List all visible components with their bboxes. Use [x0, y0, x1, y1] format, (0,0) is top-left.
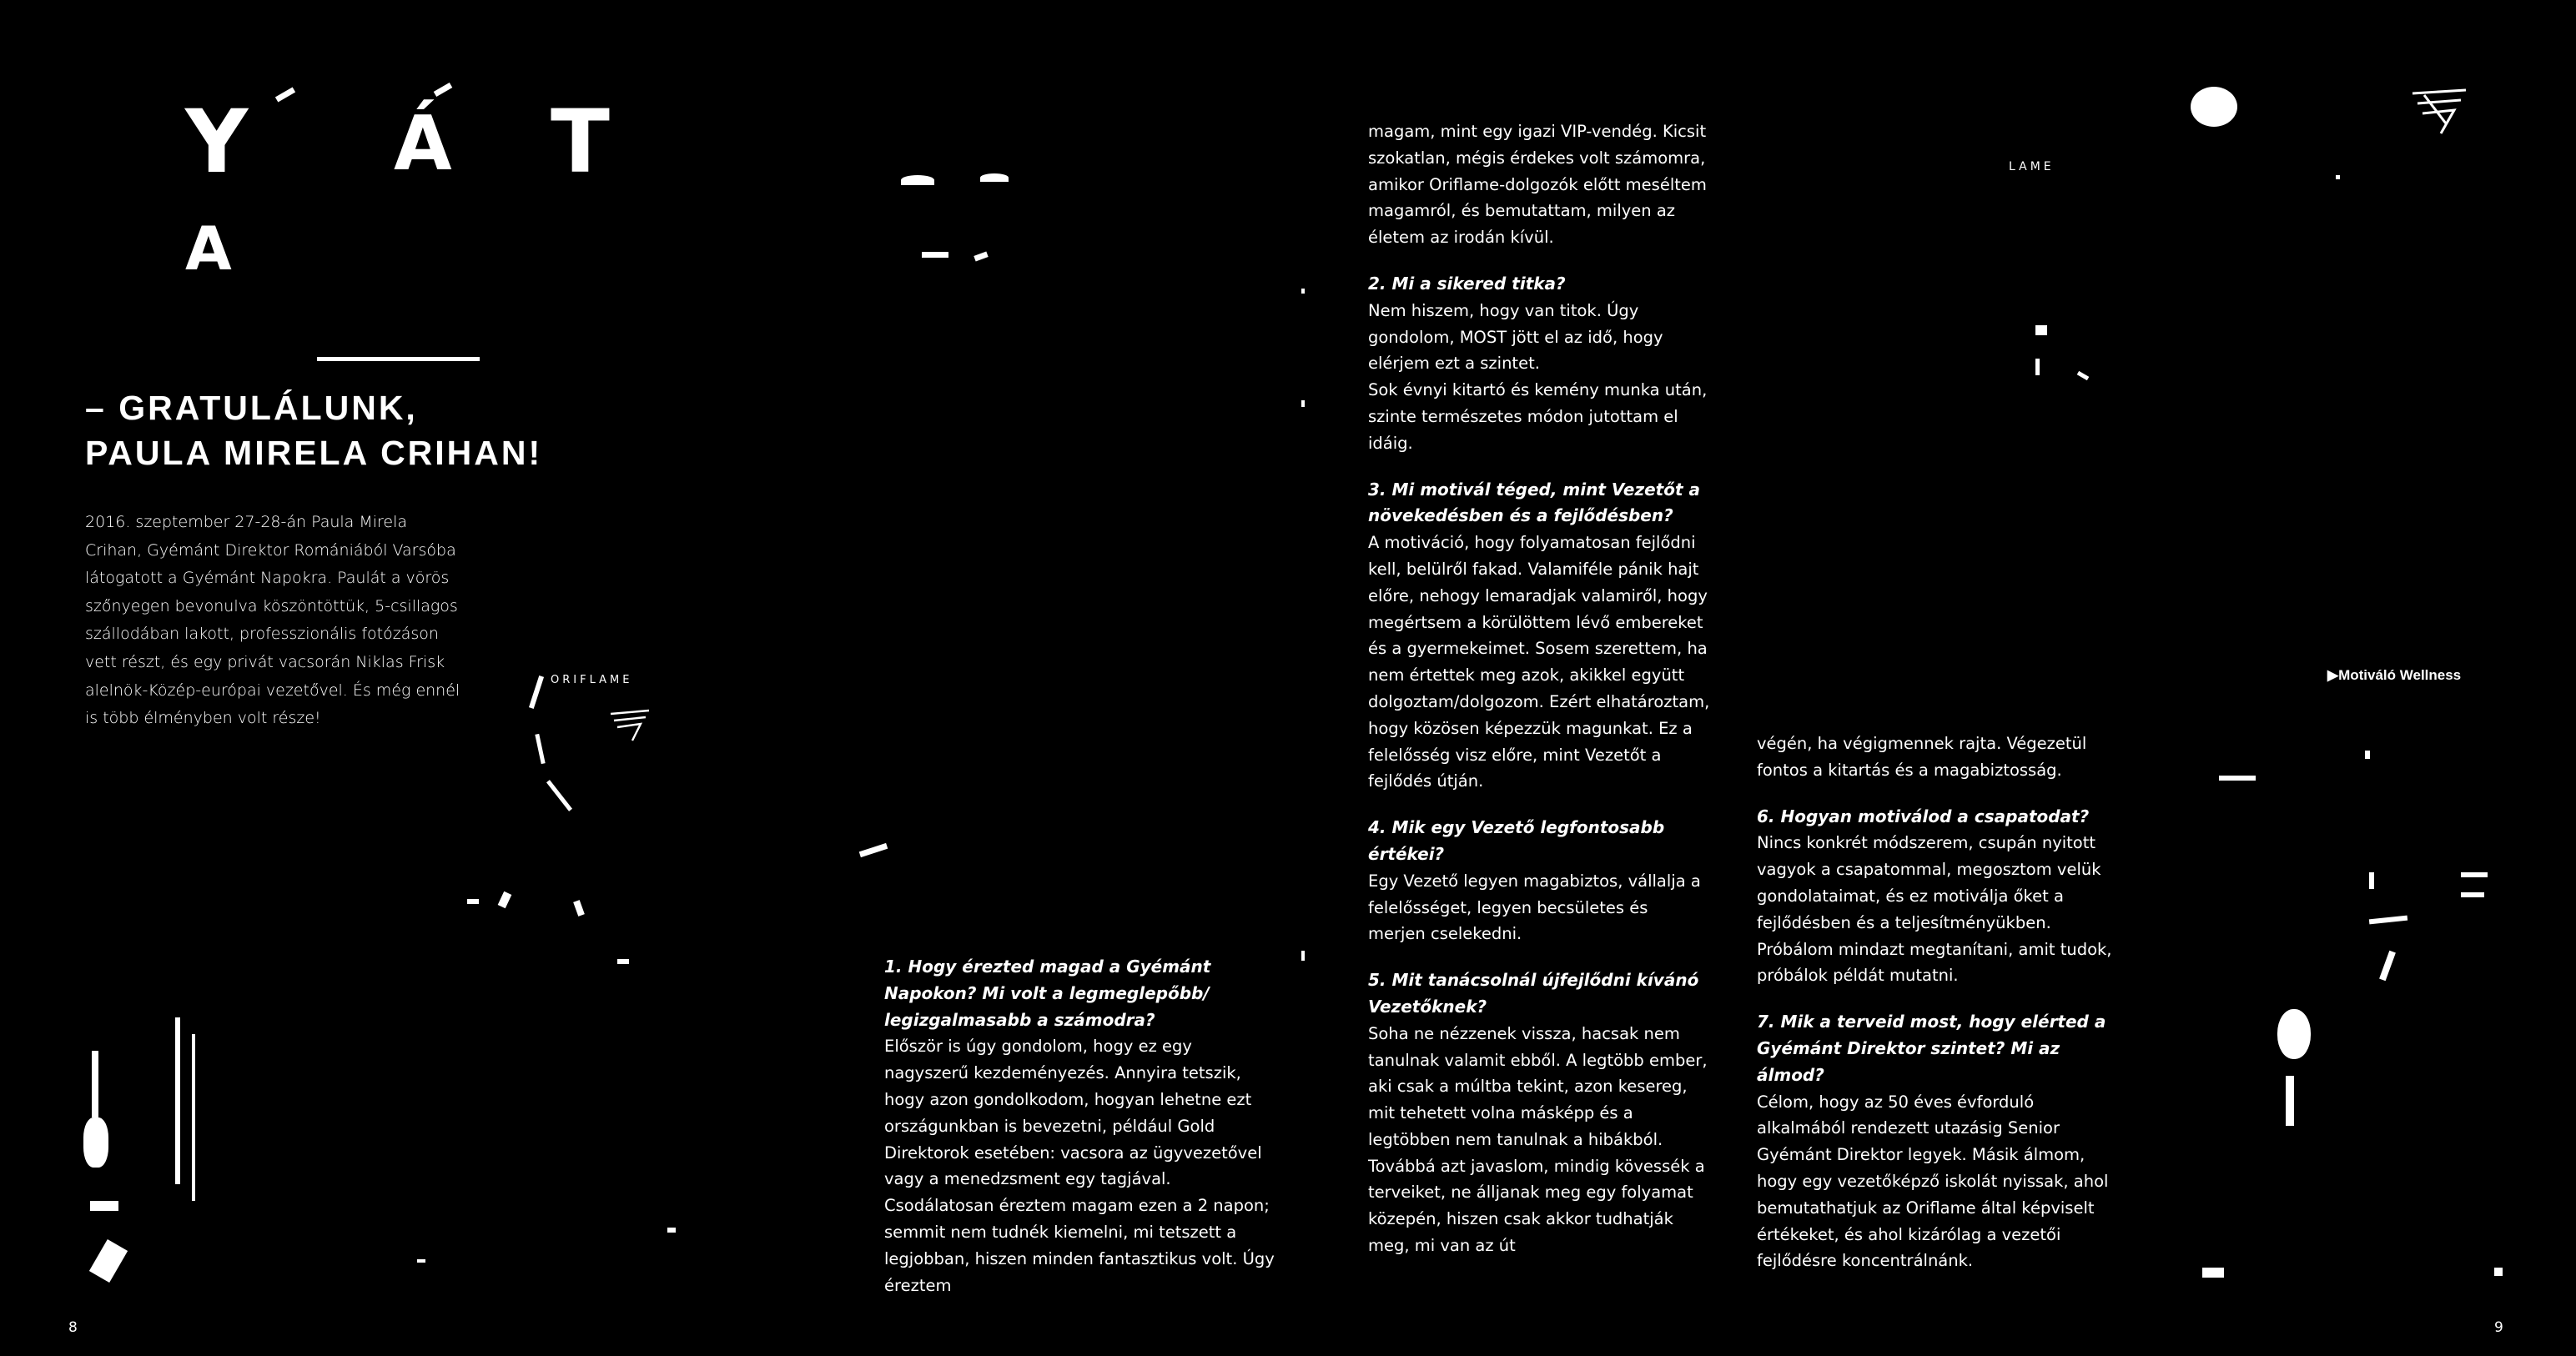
photo-fragment — [617, 959, 629, 964]
title-accent-1 — [275, 87, 295, 102]
page-number-right: 9 — [2494, 1319, 2503, 1336]
question-5: 5. Mit tanácsolnál újfejlődni kívánó Vezetőknek? — [1368, 970, 1699, 1017]
photo-fragment — [92, 1051, 98, 1117]
photo-fragment — [2219, 776, 2256, 781]
question-2: 2. Mi a sikered titka? — [1368, 273, 1566, 294]
side-label — [2327, 667, 2461, 684]
photo-fragment — [2461, 892, 2484, 897]
answer-2-part-1: Nem hiszem, hogy van titok. Úgy gondolom, MOST jött el az idő, hogy elérjem ezt a szintet. — [1368, 300, 1663, 374]
column-1 — [884, 954, 1276, 1298]
photo-fragment — [529, 675, 544, 709]
photo-fragment — [2379, 951, 2396, 982]
photo-fragment — [901, 175, 934, 185]
photo-fragment — [2461, 872, 2488, 877]
answer-1: Először is úgy gondolom, hogy ez egy nagyszerű kezdeményezés. Annyira tetszik, hogy azon gondolkodom, hogyan lehetne ezt országunkban is bevezetni, például Gold Direktorok esetében: vacsora az ügyvezetővel vagy a menedzsment egy tagjával. Csodálatosan éreztem magam ezen a 2 napon; semmit nem tudnék kiemelni, mi tetszett a legjobban, hiszen minden fantasztikus volt. Úgy éreztem — [884, 1037, 1275, 1295]
photo-fragment — [974, 251, 988, 261]
intro-paragraph: 2016. szeptember 27-28-án Paula Mirela Crihan, Gyémánt Direktor Romániából Varsóba látogatott a Gyémánt Napokra. Paulát a vörös szőnyegen bevonulva köszöntöttük, 5-csillagos szállodában lakott, professzionális fotózáson vett részt, és egy privát vacsorán Niklas Frisk alelnök-Közép-európai vezetővel. És még ennél is több élményben volt része! — [85, 513, 460, 728]
photo-fragment — [467, 899, 479, 904]
photo-fragment — [89, 1239, 128, 1283]
photo-fragment — [2202, 1268, 2224, 1278]
photo-fragment — [498, 891, 512, 909]
title-letter-y: Y — [185, 91, 249, 193]
column-3 — [1757, 731, 2124, 1274]
photo-fragment — [2336, 175, 2340, 179]
answer-4: Egy Vezető legyen magabiztos, vállalja a felelősséget, legyen becsületes és merjen cselekedni. — [1368, 871, 1701, 944]
logo-mark-right — [2407, 85, 2474, 138]
photo-fragment — [83, 1117, 108, 1168]
headline-line-2: PAULA MIRELA CRIHAN! — [85, 434, 543, 472]
answer-7: Célom, hogy az 50 éves évforduló alkalmából rendezett utazásig Senior Gyémánt Direktor legyek. Másik álmom, hogy egy vezetőképző iskolát nyissak, ahol bemutathatjuk az Oriflame által képviselt értékeket, és ahol kizárólag a vezetői fejlődésre koncentrálnánk. — [1757, 1092, 2109, 1271]
photo-fragment — [2286, 1076, 2294, 1126]
page-number-left: 8 — [68, 1319, 78, 1336]
side-label-text: Motiváló Wellness — [2338, 667, 2462, 683]
photo-fragment — [90, 1201, 118, 1211]
answer-2-part-2: Sok évnyi kitartó és kemény munka után, szinte természetes módon jutottam el idáig. — [1368, 380, 1708, 453]
question-4: 4. Mik egy Vezető legfontosabb értékei? — [1368, 817, 1665, 864]
answer-5: Soha ne nézzenek vissza, hacsak nem tanulnak valamit ebből. A legtöbb ember, aki csak a múltba tekint, azon kesereg, mit tehetett volna másképp és a legtöbben nem tanulnak a hibákból. Továbbá azt javaslom, mindig kövessék a terveiket, ne álljanak meg egy folyamat közepén, hiszen csak akkor tudhatják meg, mi van az út — [1368, 1023, 1708, 1256]
photo-fragment — [1301, 400, 1305, 407]
photo-fragment — [2365, 751, 2370, 759]
answer-3: A motiváció, hogy folyamatosan fejlődni kell, belülről fakad. Valamiféle pánik hajt előre, nehogy lemaradjak valamiről, hogy megértsem a körülöttem lévő embereket és a gyermekeimet. Sosem szerettem, ha nem értettek meg azok, akikkel együtt dolgoztam/dolgozom. Ezért elhatároztam, hogy közösen képezzük magunkat. Ez a felelősség visz előre, mint Vezetőt a fejlődés útján. — [1368, 533, 1710, 791]
question-7: 7. Mik a terveid most, hogy elérted a Gyémánt Direktor szintet? Mi az álmod? — [1757, 1012, 2106, 1085]
answer-5-continued: végén, ha végigmennek rajta. Végezetül fontos a kitartás és a magabiztosság. — [1757, 734, 2087, 780]
question-1: 1. Hogy érezted magad a Gyémánt Napokon? Mi volt a legmeglepőbb/ legizgalmasabb a számodra? — [884, 957, 1211, 1030]
photo-fragment — [2035, 359, 2040, 375]
question-6: 6. Hogyan motiválod a csapatodat? — [1757, 806, 2090, 826]
title-letter-a: A — [185, 213, 232, 284]
photo-fragment — [667, 1228, 676, 1233]
photo-fragment — [2494, 1268, 2503, 1276]
photo-fragment — [2277, 1009, 2311, 1059]
photo-fragment — [2191, 87, 2237, 127]
photo-fragment — [980, 173, 1009, 182]
photo-fragment — [535, 734, 545, 764]
question-3: 3. Mi motivál téged, mint Vezetőt a növekedésben és a fejlődésben? — [1368, 479, 1700, 526]
photo-fragment — [2369, 916, 2407, 925]
photo-fragment — [573, 900, 585, 917]
photo-fragment — [2077, 371, 2090, 380]
title-letter-t: T — [551, 91, 610, 193]
photo-fragment — [192, 1034, 195, 1201]
photo-fragment — [546, 780, 572, 811]
photo-fragment — [922, 252, 948, 258]
photo-fragment — [1301, 289, 1305, 294]
photo-fragment — [417, 1259, 425, 1263]
answer-6: Nincs konkrét módszerem, csupán nyitott vagyok a csapatommal, megosztom velük gondolataimat, és ez motiválja őket a fejlődésben és a teljesítményükben. Próbálom mindazt megtanítani, amit tudok, próbálok példát mutatni. — [1757, 833, 2112, 986]
answer-1-continued: magam, mint egy igazi VIP-vendég. Kicsit szokatlan, mégis érdekes volt számomra, amikor Oriflame-dolgozók előtt meséltem magamról, és bemutattam, milyen az életem az irodán kívül. — [1368, 122, 1707, 248]
brand-small-left: ORIFLAME — [551, 674, 633, 686]
logo-mark-left — [607, 707, 657, 744]
play-icon: ▶ — [2327, 667, 2339, 683]
photo-fragment — [2369, 872, 2374, 889]
photo-fragment — [1301, 951, 1305, 961]
title-divider — [317, 357, 480, 361]
photo-fragment — [859, 843, 888, 857]
photo-fragment — [175, 1017, 180, 1184]
headline — [85, 385, 542, 475]
brand-small-right: LAME — [2009, 160, 2055, 173]
column-2 — [1368, 118, 1710, 1259]
headline-line-1: – GRATULÁLUNK, — [85, 389, 418, 427]
title-letter-a-acute: Á — [394, 100, 452, 188]
photo-fragment — [2035, 325, 2047, 335]
title-accent-2 — [434, 83, 453, 97]
